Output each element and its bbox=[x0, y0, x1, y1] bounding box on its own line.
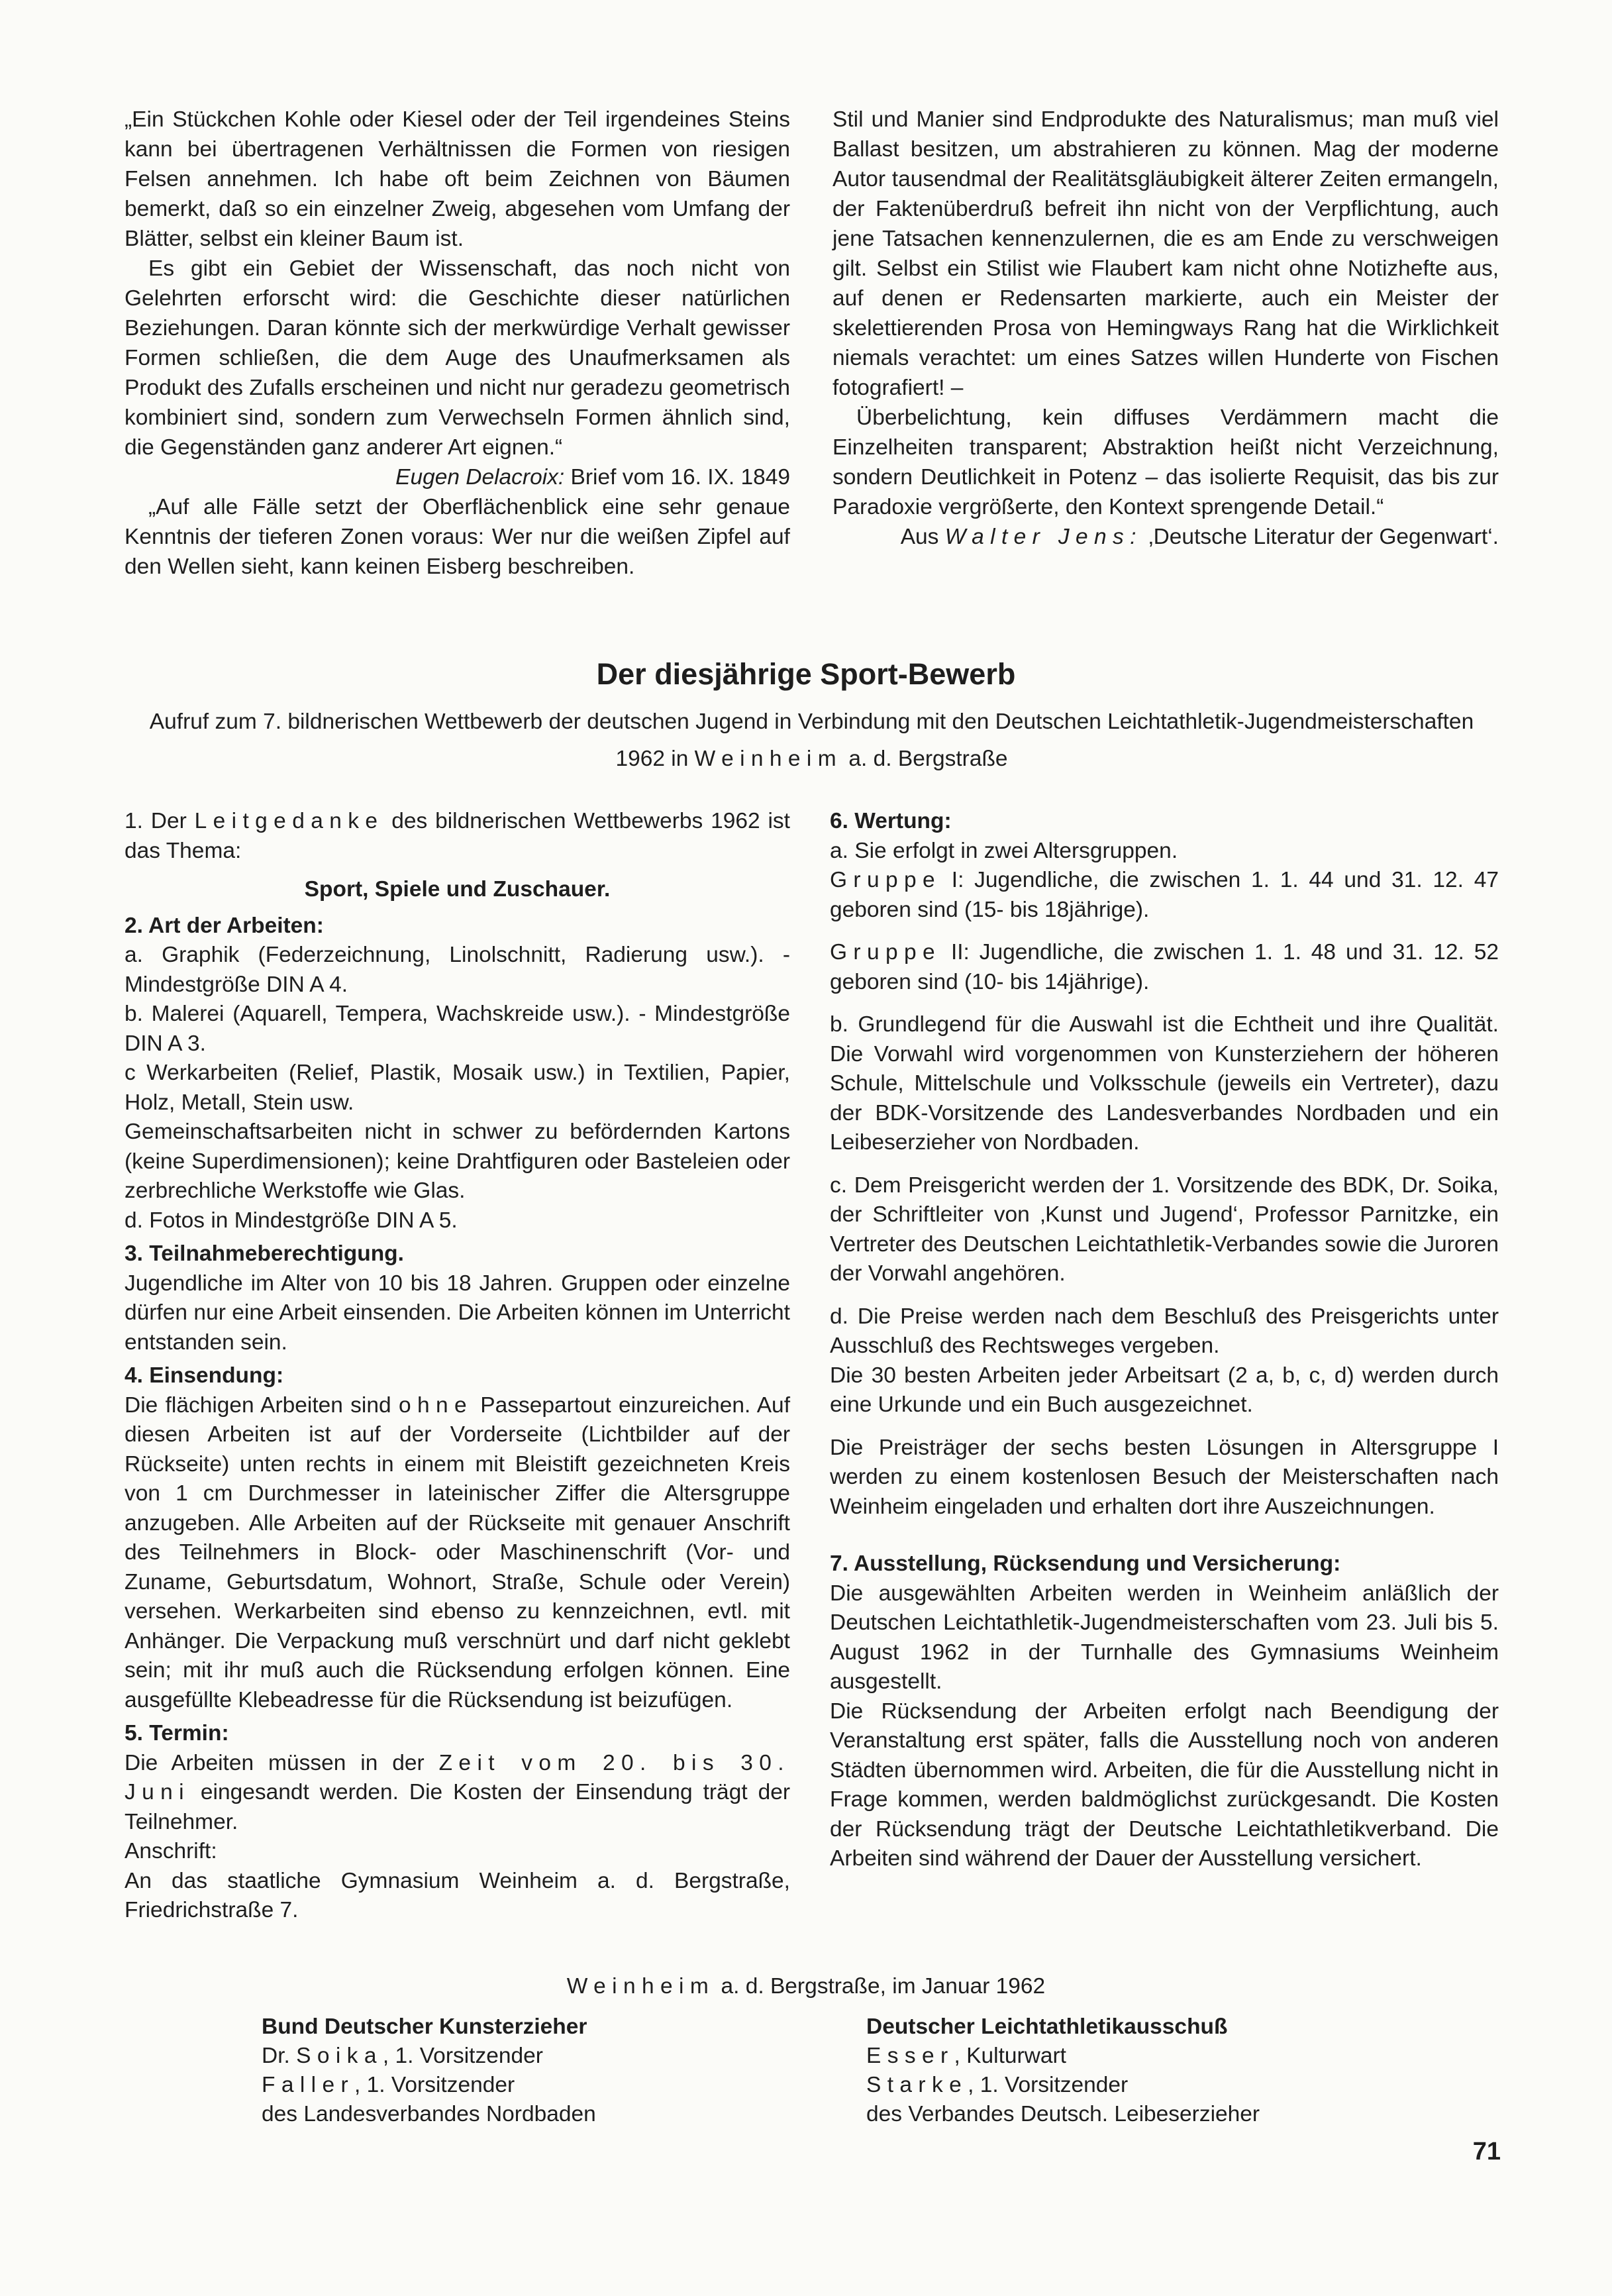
iceberg-quote: „Auf alle Fälle setzt der Oberflächenblick eine sehr genaue Kenntnis der tieferen Zonen voraus: Wer nur die weißen Zipfel auf den Wellen sieht, kann keinen Eisberg beschreiben. bbox=[125, 495, 790, 579]
attrib-prefix: Aus bbox=[900, 525, 945, 549]
name-faller: Faller bbox=[262, 2073, 355, 2097]
signatory-starke bbox=[866, 2071, 1370, 2100]
section-4-text bbox=[125, 1391, 790, 1716]
subtitle-text-b: a. d. Bergstraße bbox=[842, 747, 1008, 771]
signatory-left bbox=[262, 2012, 765, 2129]
role-soika: , 1. Vorsitzender bbox=[382, 2044, 543, 2068]
page-number: 71 bbox=[1472, 2138, 1501, 2166]
signatory-right bbox=[866, 2012, 1370, 2129]
role-starke: , 1. Vorsitzender bbox=[968, 2073, 1129, 2097]
section-6-b: b. Grundlegend für die Auswahl ist die Echtheit und ihre Qualität. Die Vorwahl wird vorgenommen von Kunsterziehern der höheren Schule, Mittelschule und Volksschule (jeweils ein Vertreter), dazu der BDK-Vorsitzende des Landesverbandes Nordbaden und ein Leibeserzieher von Nordbaden. bbox=[830, 1012, 1499, 1155]
competition-theme: Sport, Spiele und Zuschauer. bbox=[304, 877, 611, 902]
section-4-keyword: ohne bbox=[398, 1392, 473, 1418]
name-soika: Soika bbox=[296, 2044, 383, 2068]
delacroix-quote-2 bbox=[125, 254, 790, 462]
section-1 bbox=[125, 807, 790, 866]
section-2-gemeinschaftsarbeiten: Gemeinschaftsarbeiten nicht in schwer zu befördernden Kartons (keine Superdimensionen); keine Drahtfiguren oder Basteleien oder zerbrechliche Werkstoffe wie Glas. bbox=[125, 1120, 790, 1203]
section-6-d: d. Die Preise werden nach dem Beschluß des Preisgerichts unter Ausschluß des Rechtsweges vergeben. bbox=[830, 1304, 1499, 1358]
article-subtitle bbox=[125, 704, 1499, 778]
address-text: An das staatliche Gymnasium Weinheim a. d. Bergstraße, Friedrichstraße 7. bbox=[125, 1868, 790, 1922]
date-text: a. d. Bergstraße, im Januar 1962 bbox=[715, 1974, 1046, 1999]
spacer bbox=[830, 1289, 1499, 1302]
org-bdk: Bund Deutscher Kunsterzieher bbox=[262, 2014, 587, 2039]
spacer bbox=[830, 925, 1499, 938]
address-label: Anschrift: bbox=[125, 1839, 217, 1863]
section-5-dates: Zeit vom 20. bis 30. Juni bbox=[125, 1750, 790, 1804]
section-5-text-a: Die Arbeiten müssen in der bbox=[125, 1750, 439, 1775]
spacer bbox=[830, 1522, 1499, 1545]
group-2 bbox=[830, 938, 1499, 997]
section-2-heading: 2. Art der Arbeiten: bbox=[125, 913, 324, 938]
section-2-malerei: b. Malerei (Aquarell, Tempera, Wachskreide usw.). - Mindestgröße DIN A 3. bbox=[125, 1002, 790, 1056]
section-7-a: Die ausgewählten Arbeiten werden in Weinheim anläßlich der Deutschen Leichtathletik-Jugendmeisterschaften vom 23. Juli bis 5. August 1962 in der Turnhalle des Gymnasiums Weinheim ausgestellt. bbox=[830, 1581, 1499, 1694]
section-4-text-b: Passepartout einzureichen. Auf diesen Arbeiten ist auf der Vorderseite (Lichtbilder auf der Rückseite) unten rechts in einem mit Bleistift gezeichneten Kreis von 1 cm Durchmesser in lateinischer Ziffer die Altersgruppe anzugeben. Alle Arbeiten auf der Rückseite mit genauer Anschrift des Teilnehmers in Block- oder Maschinenschrift (Vor- und Zuname, Geburtsdatum, Wohnort, Straße, Schule oder Verein) versehen. Werkarbeiten sind ebenso zu kennzeichnen, evtl. mit Anhänger. Die Verpackung muß verschnürt und darf nicht geklebt sein; mit ihr muß auch die Rücksendung erfolgen können. Eine ausgefüllte Klebeadresse für die Rücksendung ist beizufügen. bbox=[125, 1392, 790, 1712]
subtitle-text-a: Aufruf zum 7. bildnerischen Wettbewerb der deutschen Jugend in Verbindung mit den Deutschen Leichtathletik-Jugendmeisterschaften 1962 in bbox=[149, 709, 1474, 771]
attrib-author: Walter Jens: bbox=[944, 525, 1142, 549]
jens-quote-1: Stil und Manier sind Endprodukte des Naturalismus; man muß viel Ballast besitzen, um abstrahieren zu können. Mag der moderne Autor tausendmal der Realitätsgläubigkeit älterer Zeiten ermangeln, der Faktenüberdruß befreit ihn nicht von der Verpflichtung, auch jene Tatsachen kennenzulernen, die es am Ende zu verschweigen gilt. Selbst ein Stilist wie Flaubert kam nicht ohne Notizhefte aus, auf denen er Redensarten markierte, auch ein Meister der skelettierenden Prosa von Hemingways Rang hat die Wirklichkeit niemals verachtet: um eines Satzes willen Hunderte von Fischen fotografiert! – bbox=[832, 107, 1499, 400]
delacroix-author: Eugen Delacroix: bbox=[395, 465, 565, 490]
left-org-detail: des Landesverbandes Nordbaden bbox=[262, 2102, 596, 2126]
section-6-d2: Die 30 besten Arbeiten jeder Arbeitsart (2 a, b, c, d) werden durch eine Urkunde und ein Buch ausgezeichnet. bbox=[830, 1363, 1499, 1417]
spacer bbox=[830, 997, 1499, 1010]
right-org-detail: des Verbandes Deutsch. Leibeserzieher bbox=[866, 2102, 1260, 2126]
quote-column-right bbox=[832, 105, 1499, 552]
title-prefix: Dr. bbox=[262, 2044, 297, 2068]
delacroix-quote-1: „Ein Stückchen Kohle oder Kiesel oder der Teil irgendeines Steins kann bei übertragenen Verhältnissen die Formen von riesigen Felsen annehmen. Ich habe oft beim Zeichnen von Bäumen bemerkt, daß so ein einzelner Zweig, abgesehen vom Umfang der Blätter, selbst ein kleiner Baum ist. bbox=[125, 107, 790, 251]
section-4-text-a: Die flächigen Arbeiten sind bbox=[125, 1392, 399, 1418]
subtitle-place: Weinheim bbox=[694, 747, 843, 771]
place-name: Weinheim bbox=[566, 1974, 715, 1999]
section-2-fotos: d. Fotos in Mindestgröße DIN A 5. bbox=[125, 1208, 458, 1233]
section-6-e: Die Preisträger der sechs besten Lösungen in Altersgruppe I werden zu einem kostenlosen Besuch der Meisterschaften nach Weinheim eingeladen und erhalten dort ihre Auszeichnungen. bbox=[830, 1435, 1499, 1519]
signatory-faller bbox=[262, 2071, 765, 2100]
section-3-heading: 3. Teilnahmeberechtigung. bbox=[125, 1241, 404, 1266]
quote-column-left bbox=[125, 105, 790, 582]
section-2-graphik: a. Graphik (Federzeichnung, Linolschnitt, Radierung usw.). - Mindestgröße DIN A 4. bbox=[125, 943, 790, 997]
org-dla: Deutscher Leichtathletikausschuß bbox=[866, 2014, 1228, 2039]
spacer bbox=[830, 1420, 1499, 1434]
place-and-date bbox=[0, 1972, 1612, 2001]
section-5-text-b: eingesandt werden. Die Kosten der Einsendung trägt der Teilnehmer. bbox=[125, 1780, 790, 1834]
signatory-esser bbox=[866, 2042, 1370, 2071]
section-7-b: Die Rücksendung der Arbeiten erfolgt nach Beendigung der Veranstaltung erst später, falls die Ausstellung noch von anderen Städten übernommen wird. Arbeiten, die für die Ausstellung nicht in Frage kommen, werden baldmöglichst zurückgesandt. Die Kosten der Rücksendung trägt der Deutsche Leichtathletikverband. Die Arbeiten sind während der Dauer der Ausstellung versichert. bbox=[830, 1698, 1499, 1871]
name-esser: Esser bbox=[866, 2044, 954, 2068]
article-title: Der diesjährige Sport-Bewerb bbox=[596, 657, 1016, 691]
section-6-a: a. Sie erfolgt in zwei Altersgruppen. bbox=[830, 838, 1178, 863]
group-1 bbox=[830, 866, 1499, 925]
section-7-heading: 7. Ausstellung, Rücksendung und Versicherung: bbox=[830, 1551, 1341, 1576]
delacroix-quote-2-text: Es gibt ein Gebiet der Wissenschaft, das noch nicht von Gelehrten erforscht wird: die Geschichte dieser natürlichen Beziehungen. Daran könnte sich der merkwürdige Verhalt gewisser Formen schließen, die dem Auge des Unaufmerksamen als Produkt des Zufalls erscheinen und nicht nur geradezu geometrisch kombiniert sind, sondern zum Verwechseln Formen ähnlich sind, die Gegenständen ganz anderer Art eignen.“ bbox=[125, 256, 790, 460]
section-5-text bbox=[125, 1749, 790, 1838]
section-1-text-a: 1. Der bbox=[125, 809, 195, 833]
delacroix-source-detail: Brief vom 16. IX. 1849 bbox=[564, 465, 790, 490]
section-5-heading: 5. Termin: bbox=[125, 1721, 229, 1746]
group-2-label: Gruppe bbox=[830, 940, 942, 965]
name-starke: Starke bbox=[866, 2073, 968, 2097]
section-1-keyword: Leitgedanke bbox=[194, 809, 384, 833]
section-6-c: c. Dem Preisgericht werden der 1. Vorsitzende des BDK, Dr. Soika, der Schriftleiter von ‚Kunst und Jugend‘, Professor Parnitzke, ein Vertreter des Deutschen Leichtathletik-Verbandes sowie die Juroren der Vorwahl angehören. bbox=[830, 1173, 1499, 1286]
signatory-soika bbox=[262, 2042, 765, 2071]
group-1-label: Gruppe bbox=[830, 868, 942, 892]
role-esser: , Kulturwart bbox=[954, 2044, 1066, 2068]
section-3-text: Jugendliche im Alter von 10 bis 18 Jahren. Gruppen oder einzelne dürfen nur eine Arbeit einsenden. Die Arbeiten können im Unterricht entstanden sein. bbox=[125, 1271, 790, 1355]
section-6-heading: 6. Wertung: bbox=[830, 809, 952, 833]
jens-quote-2: Überbelichtung, kein diffuses Verdämmern macht die Einzelheiten transparent; Abstraktion heißt nicht Verzeichnung, sondern Deutlichkeit in Potenz – das isolierte Requisit, das bis zur Paradoxie vergrößerte, den Kontext sprengende Detail.“ bbox=[832, 405, 1499, 519]
group-2-text: II: Jugendliche, die zwischen 1. 1. 48 und 31. 12. 52 geboren sind (10- bis 14jährige). bbox=[830, 940, 1499, 994]
group-1-text: I: Jugendliche, die zwischen 1. 1. 44 und 31. 12. 47 geboren sind (15- bis 18jährige). bbox=[830, 868, 1499, 922]
attrib-work: ‚Deutsche Literatur der Gegenwart‘. bbox=[1142, 525, 1499, 549]
rules-column-left bbox=[125, 807, 790, 1926]
delacroix-source bbox=[125, 462, 790, 492]
role-faller: , 1. Vorsitzender bbox=[354, 2073, 515, 2097]
rules-column-right bbox=[830, 807, 1499, 1874]
spacer bbox=[830, 1158, 1499, 1171]
section-4-heading: 4. Einsendung: bbox=[125, 1363, 284, 1388]
jens-attribution bbox=[832, 522, 1499, 552]
section-2-werkarbeiten: c Werkarbeiten (Relief, Plastik, Mosaik usw.) in Textilien, Papier, Holz, Metall, Stein usw. bbox=[125, 1061, 790, 1115]
section-1-text-b: des bildnerischen Wettbewerbs 1962 ist das Thema: bbox=[125, 809, 790, 863]
